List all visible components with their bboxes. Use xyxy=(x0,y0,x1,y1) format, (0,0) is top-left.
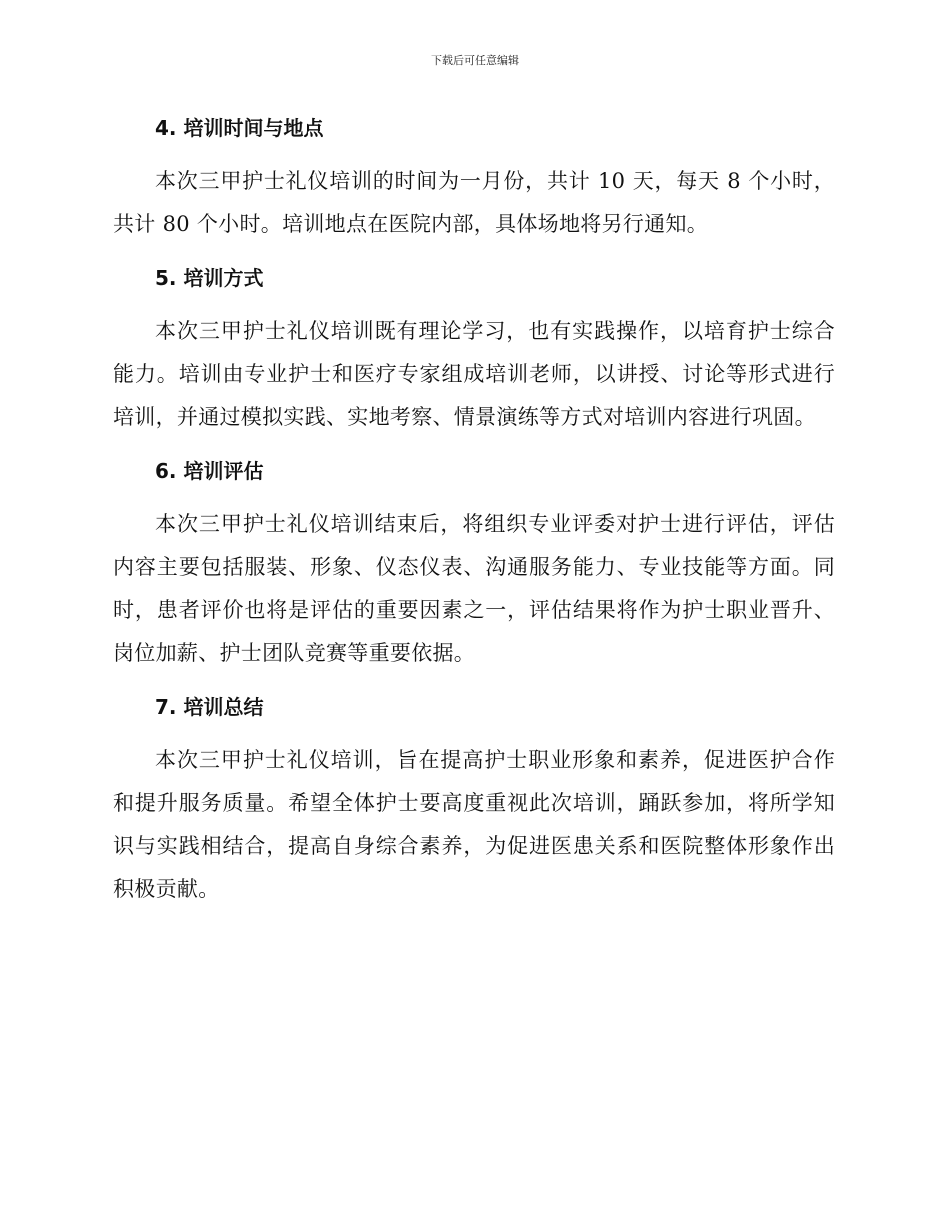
section-title-evaluation: 6. 培训评估 xyxy=(155,459,264,483)
section-body-summary: 本次三甲护士礼仪培训，旨在提高护士职业形象和素养，促进医护合作和提升服务质量。希望全体护士要高度重视此次培训，踊跃参加，将所学知识与实践相结合，提高自身综合素养，为促进医患关系和医院整体形象作出积极贡献。 xyxy=(113,748,835,901)
section-title-summary: 7. 培训总结 xyxy=(155,695,264,719)
section-body-evaluation: 本次三甲护士礼仪培训结束后，将组织专业评委对护士进行评估，评估内容主要包括服装、形象、仪态仪表、沟通服务能力、专业技能等方面。同时，患者评价也将是评估的重要因素之一，评估结果将作为护士职业晋升、岗位加薪、护士团队竞赛等重要依据。 xyxy=(113,512,835,665)
section-title-method: 5. 培训方式 xyxy=(155,266,264,290)
section-title-time-location: 4. 培训时间与地点 xyxy=(155,116,324,140)
section-body-method: 本次三甲护士礼仪培训既有理论学习，也有实践操作，以培育护士综合能力。培训由专业护士和医疗专家组成培训老师，以讲授、讨论等形式进行培训，并通过模拟实践、实地考察、情景演练等方式对培训内容进行巩固。 xyxy=(113,319,835,429)
section-body-time-location: 本次三甲护士礼仪培训的时间为一月份，共计 10 天，每天 8 个小时，共计 80 个小时。培训地点在医院内部，具体场地将另行通知。 xyxy=(113,169,835,236)
page-header-note: 下载后可任意编辑 xyxy=(431,54,519,67)
document-body xyxy=(113,110,835,911)
